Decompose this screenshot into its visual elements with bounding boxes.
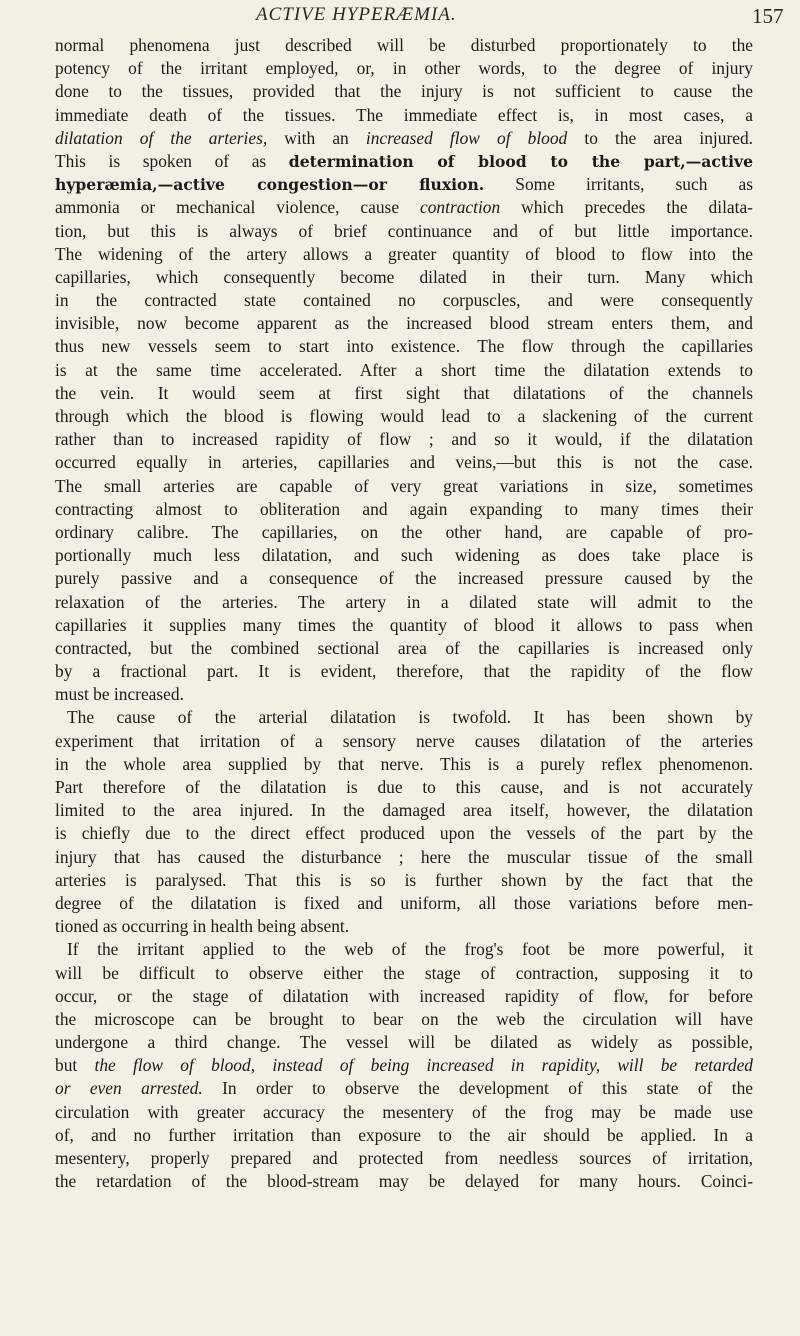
body-text	[55, 34, 753, 1193]
text-line: potency of the irritant employed, or, in other words, to the degree of injury	[55, 58, 753, 79]
text-line: must be increased.	[55, 684, 184, 705]
text-line: tion, but this is always of brief continuance and of but little importance.	[55, 220, 753, 241]
text-line: of, and no further irritation than exposure to the air should be applied. In a	[55, 1124, 753, 1145]
text-line: mesentery, properly prepared and protected from needless sources of irritation,	[55, 1148, 753, 1168]
text-line: arteries is paralysed. That this is so is further shown by the fact that the	[55, 869, 753, 890]
text-line: limited to the area injured. In the damaged area itself, however, the dilatation	[55, 800, 753, 821]
text-line: in the contracted state contained no corpuscles, and were consequently	[55, 290, 753, 311]
text-line: relaxation of the arteries. The artery in a dilated state will admit to the	[55, 591, 753, 612]
text-line: The widening of the artery allows a greater quantity of blood to flow into the	[55, 243, 753, 264]
text-line: done to the tissues, provided that the injury is not sufficient to cause the	[55, 81, 753, 102]
running-head	[0, 4, 800, 30]
text-line: but the flow of blood, instead of being increased in rapidity, will be retarded	[55, 1055, 753, 1076]
text-line: normal phenomena just described will be disturbed proportionately to the	[55, 35, 753, 55]
text-line: If the irritant applied to the web of the frog's foot be more powerful, it	[67, 939, 753, 960]
text-line: will be difficult to observe either the stage of contraction, supposing it to	[55, 962, 753, 983]
text-line: purely passive and a consequence of the increased pressure caused by the	[55, 568, 753, 589]
text-line: is at the same time accelerated. After a short time the dilatation extends to	[55, 359, 753, 380]
text-line: is chiefly due to the direct effect produced upon the vessels of the part by the	[55, 823, 753, 844]
text-line: dilatation of the arteries, with an increased flow of blood to the area injured.	[55, 127, 753, 148]
text-line: capillaries, which consequently become dilated in their turn. Many which	[55, 266, 753, 287]
text-line: the microscope can be brought to bear on the web the circulation will have	[55, 1008, 753, 1029]
text-line: contracted, but the combined sectional area of the capillaries is increased only	[55, 637, 753, 658]
text-line: tioned as occurring in health being absent.	[55, 916, 350, 937]
running-title: ACTIVE HYPERÆMIA.	[256, 4, 457, 25]
text-line: the vein. It would seem at first sight that dilatations of the channels	[55, 382, 753, 403]
text-line: capillaries it supplies many times the quantity of blood it allows to pass when	[55, 614, 753, 635]
text-line: undergone a third change. The vessel will be dilated as widely as possible,	[55, 1032, 753, 1053]
text-line: rather than to increased rapidity of flow ; and so it would, if the dilatation	[55, 429, 753, 450]
text-line: ordinary calibre. The capillaries, on the other hand, are capable of pro-	[55, 521, 753, 542]
text-line: portionally much less dilatation, and such widening as does take place is	[55, 545, 753, 566]
text-line: occur, or the stage of dilatation with increased rapidity of flow, for before	[55, 985, 753, 1006]
text-line: invisible, now become apparent as the increased blood stream enters them, and	[55, 313, 753, 334]
text-line: or even arrested. In order to observe the development of this state of the	[55, 1078, 753, 1099]
text-line: degree of the dilatation is fixed and uniform, all those variations before men-	[55, 892, 753, 913]
text-line: The cause of the arterial dilatation is twofold. It has been shown by	[67, 707, 753, 728]
text-line: contracting almost to obliteration and again expanding to many times their	[55, 498, 753, 519]
text-line: Part therefore of the dilatation is due to this cause, and is not accurately	[55, 777, 753, 797]
text-line: circulation with greater accuracy the mesentery of the frog may be made use	[55, 1101, 753, 1122]
text-line: hyperæmia,—active congestion—or fluxion. Some irritants, such as	[55, 174, 753, 195]
text-line: thus new vessels seem to start into existence. The flow through the capillaries	[55, 336, 753, 357]
text-line: This is spoken of as determination of blood to the part,—active	[55, 150, 753, 171]
text-line: the retardation of the blood-stream may be delayed for many hours. Coinci-	[55, 1171, 753, 1192]
text-line: injury that has caused the disturbance ; here the muscular tissue of the small	[55, 846, 753, 867]
page-number: 157	[752, 4, 784, 28]
text-line: occurred equally in arteries, capillaries and veins,—but this is not the case.	[55, 452, 753, 473]
text-line: through which the blood is flowing would lead to a slackening of the current	[55, 406, 753, 426]
text-line: ammonia or mechanical violence, cause contraction which precedes the dilata-	[55, 197, 753, 218]
text-line: experiment that irritation of a sensory nerve causes dilatation of the arteries	[55, 730, 753, 751]
text-line: The small arteries are capable of very great variations in size, sometimes	[55, 475, 753, 496]
text-line: by a fractional part. It is evident, therefore, that the rapidity of the flow	[55, 661, 753, 682]
text-line: in the whole area supplied by that nerve. This is a purely reflex phenomenon.	[55, 753, 753, 774]
text-line: immediate death of the tissues. The immediate effect is, in most cases, a	[55, 104, 753, 125]
